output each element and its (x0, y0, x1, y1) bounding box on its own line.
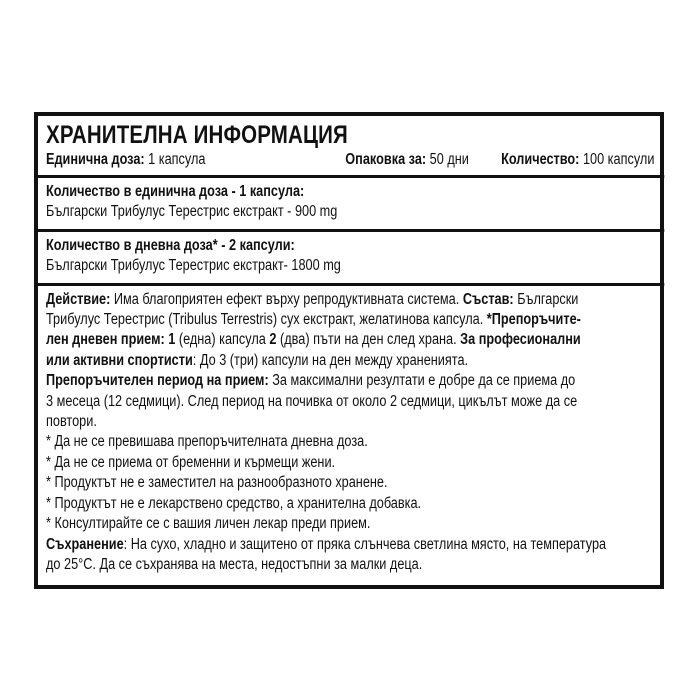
serving-info-row (46, 150, 656, 169)
description-line (46, 351, 656, 371)
text: Има благоприятен ефект върху репродуктивната система. (110, 290, 463, 308)
description-line (46, 473, 656, 493)
text: * Продуктът не е лекарствено средство, а хранителна добавка. (46, 494, 422, 512)
bold-text: 2 (269, 331, 277, 349)
text: (една) капсула (175, 331, 270, 349)
text: За максимални резултати е добре да се приема до (268, 372, 576, 390)
text: : На сухо, хладно и защитено от пряка слънчева светлина място, на температура (123, 535, 607, 553)
package-duration-value: 50 дни (426, 151, 469, 168)
divider (38, 283, 664, 286)
bold-text: или активни спортисти (46, 351, 193, 369)
bold-text: Състав: (462, 290, 514, 308)
text: * Продуктът не е заместител на разнообразното хранене. (46, 474, 388, 492)
divider (38, 175, 664, 178)
serving-size (46, 150, 345, 169)
serving-size-value: 1 капсула (144, 151, 206, 168)
quantity-value: 100 капсули (579, 151, 655, 168)
text: * Да не се приема от бременни и кърмещи жени. (46, 453, 336, 471)
description-line (46, 535, 656, 555)
description-line (46, 432, 656, 452)
nutrition-info-panel (34, 112, 664, 589)
text: до 25°C. Да се съхранява на места, недостъпни за малки деца. (46, 555, 423, 573)
text: (два) пъти на ден след храна. (276, 331, 461, 349)
description-line (46, 453, 656, 473)
daily-dose-heading-text: Количество в дневна доза* - 2 капсули: (46, 236, 295, 254)
bold-text: лен дневен прием: 1 (46, 331, 176, 349)
divider (38, 229, 664, 232)
bold-text: *Препоръчите- (486, 311, 581, 329)
single-dose-heading-text: Количество в единична доза - 1 капсула: (46, 183, 305, 200)
serving-size-label: Единична доза: (46, 151, 145, 168)
description-line (46, 310, 656, 330)
quantity (501, 150, 654, 169)
text: Български (513, 290, 579, 308)
text: : До 3 (три) капсули на ден между храненията. (192, 351, 469, 369)
description-line (46, 412, 656, 432)
bold-text: Препоръчителен период на прием: (46, 372, 269, 390)
bold-text: Съхранение (46, 535, 124, 553)
text: * Консултирайте се с вашия личен лекар преди прием. (46, 515, 371, 533)
description-body (46, 290, 656, 576)
description-line (46, 290, 656, 310)
text: повтори. (46, 413, 97, 431)
package-duration-label: Опаковка за: (345, 151, 427, 168)
daily-dose-ingredient: Български Трибулус Терестрис екстракт- 1800 mg (46, 257, 341, 275)
single-dose-heading (46, 182, 656, 202)
text: Трибулус Терестрис (Tribulus Terrestris) сух екстракт, желатинова капсула. (46, 311, 487, 329)
single-dose-ingredient: Български Трибулус Терестрис екстракт - 900 mg (46, 203, 338, 221)
description-line (46, 371, 656, 391)
panel-title: ХРАНИТЕЛНА ИНФОРМАЦИЯ (46, 121, 348, 149)
description-line (46, 330, 656, 350)
description-line (46, 514, 656, 534)
description-line (46, 555, 656, 575)
quantity-label: Количество: (501, 151, 580, 168)
text: 3 месеца (12 седмици). След период на почивка от около 2 седмици, цикълът може да се (46, 392, 578, 410)
package-duration (345, 150, 501, 169)
daily-dose-heading (46, 236, 656, 256)
bold-text: Действие: (46, 290, 111, 308)
text: * Да не се превишава препоръчителната дневна доза. (46, 433, 368, 451)
description-line (46, 494, 656, 514)
bold-text: За професионални (460, 331, 581, 349)
description-line (46, 392, 656, 412)
